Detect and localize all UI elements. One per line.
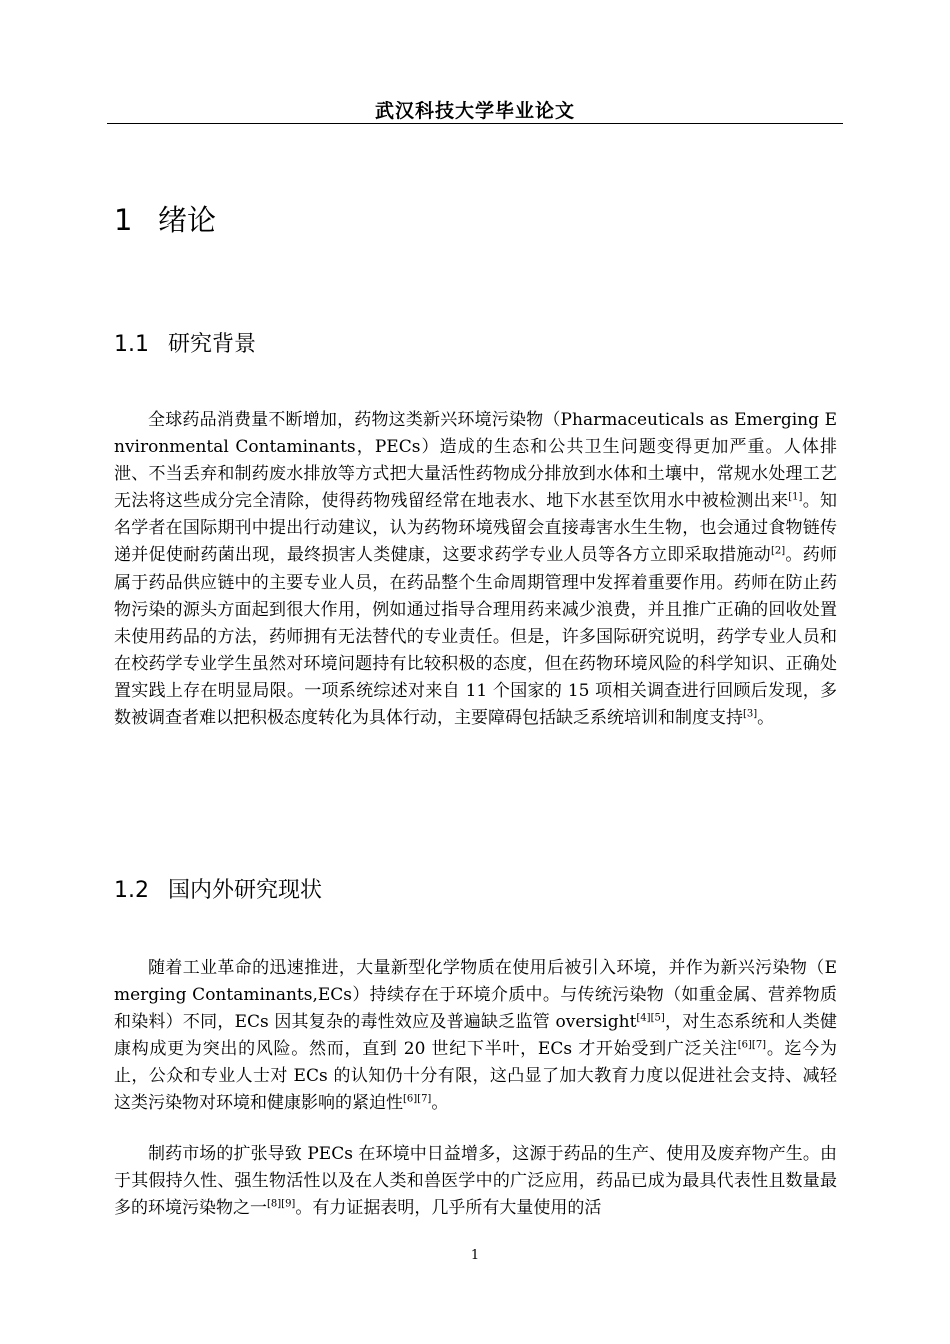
text-run: 随着工业革命的迅速推进，大量新型化学物质在使用后被引入环境，并作为新兴污染物（Emerging Contaminants,ECs）持续存在于环境介质中。与传统污染物（如重金属、营养物质和染料）不同，ECs 因其复杂的毒性效应及普遍缺乏监管 oversight [114,958,837,1033]
section-number: 1.1 [114,332,149,357]
text-run: 制药市场的扩张导致 PECs 在环境中日益增多，这源于药品的生产、使用及废弃物产生。由于其假持久性、强生物活性以及在人类和兽医学中的广泛应用，药品已成为最具代表性且数量最多的环境污染物之一 [114,1144,837,1219]
text-run: ，对生态系统和人类健康构成更为突出的风险。然而，直到 20 世纪下半叶，ECs 才开始受到广泛关注 [114,1012,837,1060]
section-title: 研究背景 [168,332,257,357]
citation-ref: [6][7] [403,1093,432,1105]
citation-ref: [3] [743,708,758,720]
page-number: 1 [470,1248,480,1263]
section-title: 国内外研究现状 [168,878,323,903]
page-header-title: 武汉科技大学毕业论文 [374,100,575,122]
chapter-heading [114,198,216,239]
text-run: 。 [431,1093,449,1114]
citation-ref: [4][5] [636,1012,665,1024]
chapter-number: 1 [114,203,133,237]
text-run: 。有力证据表明，几乎所有大量使用的活 [295,1198,602,1219]
text-run: 全球药品消费量不断增加，药物这类新兴环境污染物（Pharmaceuticals as Emerging Environmental Contaminants，PECs）造成的生态和公共卫生问题变得更加严重。人体排泄、不当丢弃和制药废水排放等方式把大量活性药物成分排放到水体和土壤中，常规水处理工艺无法将这些成分完全清除，使得药物残留经常在地表水、地下水甚至饮用水中被检测出来 [114,410,837,512]
text-run: 。迄今为止，公众和专业人士对 ECs 的认知仍十分有限，这凸显了加大教育力度以促进社会支持、减轻这类污染物对环境和健康影响的紧迫性 [114,1039,838,1114]
body-paragraph [114,1141,837,1222]
header-divider [107,123,843,124]
text-run: 。药师属于药品供应链中的主要专业人员，在药品整个生命周期管理中发挥着重要作用。药师在防止药物污染的源头方面起到很大作用，例如通过指导合理用药来减少浪费，并且推广正确的回收处置未使用药品的方法，药师拥有无法替代的专业责任。但是，许多国际研究说明，药学专业人员和在校药学专业学生虽然对环境问题持有比较积极的态度，但在药物环境风险的科学知识、正确处置实践上存在明显局限。一项系统综述对来自 11 个国家的 15 项相关调查进行回顾后发现，多数被调查者难以把积极态度转化为具体行动，主要障碍包括缺乏系统培训和制度支持 [114,545,838,729]
citation-ref: [6][7] [737,1039,767,1051]
text-run: 。 [757,708,775,729]
citation-ref: [2] [770,545,786,557]
citation-ref: [1] [788,491,803,503]
citation-ref: [8][9] [267,1198,296,1210]
section-heading-1-1 [114,327,256,358]
body-paragraph [114,955,837,1118]
body-paragraph [114,407,837,732]
chapter-title: 绪论 [158,203,217,237]
section-heading-1-2 [114,873,322,904]
section-number: 1.2 [114,878,149,903]
text-run: 。知名学者在国际期刊中提出行动建议，认为药物环境残留会直接毒害水生生物，也会通过食物链传递并促使耐药菌出现，最终损害人类健康，这要求药学专业人员等各方立即采取措施动 [114,491,837,566]
